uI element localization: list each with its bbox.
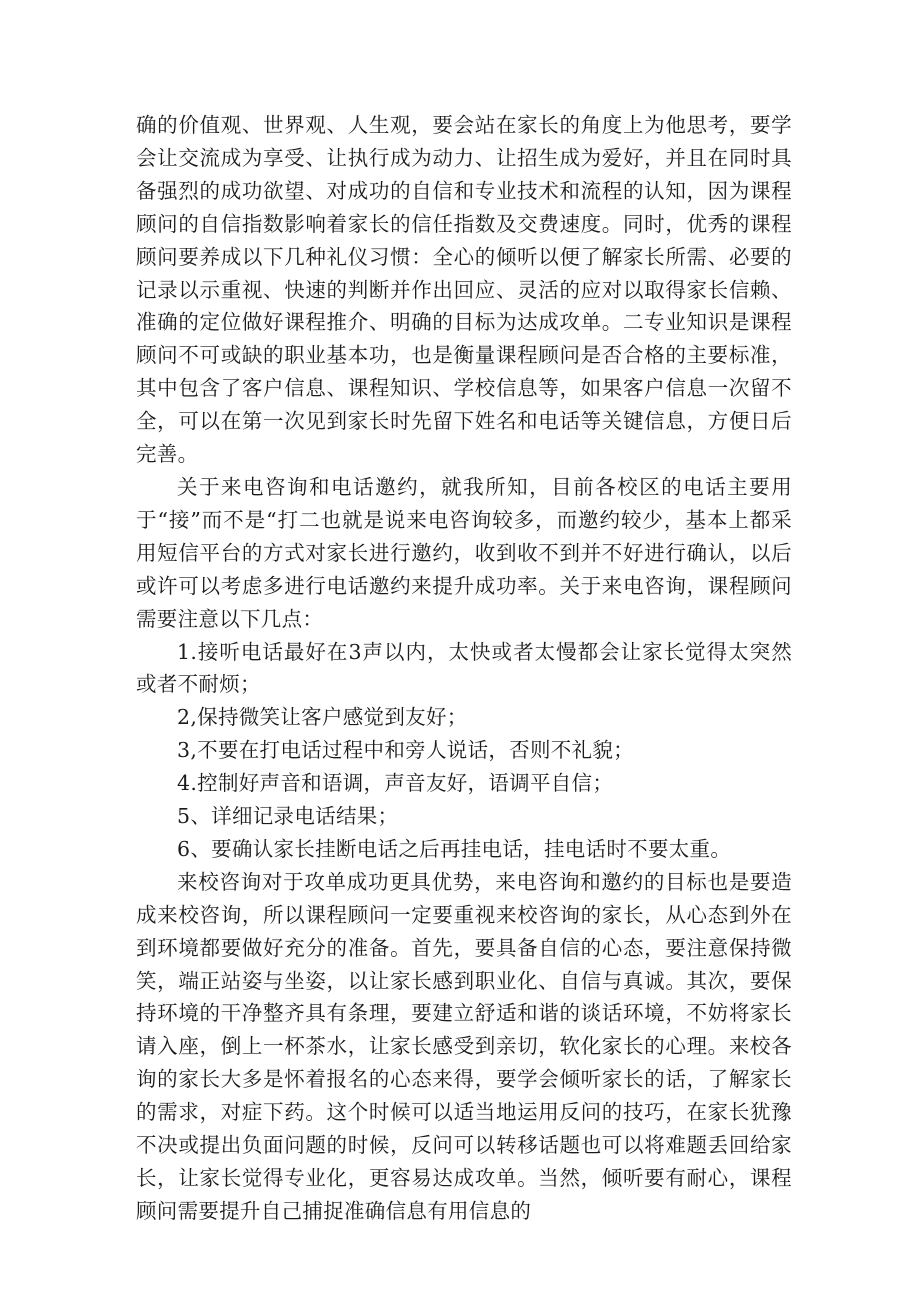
list-item-2: 2,保持微笑让客户感觉到友好； — [177, 705, 468, 730]
paragraph-2: 关于来电咨询和电话邀约，就我所知，目前各校区的电话主要用于“接”而不是“打二也就是说来电咨询较多，而邀约较少，基本上都采用短信平台的方式对家长进行邀约，收到收不到并不好进行确认，以后或许可以考虑多进行电话邀约来提升成功率。关于来电咨询，课程顾问需要注意以下几点： — [136, 474, 792, 631]
list-item-4: 4.控制好声音和语调，声音友好，语调平自信； — [177, 771, 614, 796]
document-body — [136, 109, 792, 1228]
list-item-6: 6、要确认家长挂断电话之后再挂电话，挂电话时不要太重。 — [177, 836, 732, 861]
paragraph-1: 确的价值观、世界观、人生观，要会站在家长的角度上为他思考，要学会让交流成为享受、让执行成为动力、让招生成为爱好，并且在同时具备强烈的成功欲望、对成功的自信和专业技术和流程的认知，因为课程顾问的自信指数影响着家长的信任指数及交费速度。同时，优秀的课程顾问要养成以下几种礼仪习惯：全心的倾听以便了解家长所需、必要的记录以示重视、快速的判断并作出回应、灵活的应对以取得家长信赖、准确的定位做好课程推介、明确的目标为达成攻单。二专业知识是课程顾问不可或缺的职业基本功，也是衡量课程顾问是否合格的主要标准，其中包含了客户信息、课程知识、学校信息等，如果客户信息一次留不全，可以在第一次见到家长时先留下姓名和电话等关键信息，方便日后完善。 — [136, 113, 792, 467]
list-item-3: 3,不要在打电话过程中和旁人说话，否则不礼貌； — [177, 738, 634, 763]
list-item-1: 1.接听电话最好在3声以内，太快或者太慢都会让家长觉得太突然或者不耐烦； — [136, 639, 792, 697]
paragraph-3: 来校咨询对于攻单成功更具优势，来电咨询和邀约的目标也是要造成来校咨询，所以课程顾问一定要重视来校咨询的家长，从心态到外在到环境都要做好充分的准备。首先，要具备自信的心态，要注意保持微笑，端正站姿与坐姿，以让家长感到职业化、自信与真诚。其次，要保持环境的干净整齐具有条理，要建立舒适和谐的谈话环境，不妨将家长请入座，倒上一杯茶水，让家长感受到亲切，软化家长的心理。来校各询的家长大多是怀着报名的心态来得，要学会倾听家长的话，了解家长的需求，对症下药。这个时候可以适当地运用反问的技巧，在家长犹豫不决或提出负面问题的时候，反问可以转移话题也可以将难题丢回给家长，让家长觉得专业化，更容易达成攻单。当然，倾听要有耐心，课程顾问需要提升自己捕捉准确信息有用信息的 — [136, 869, 792, 1223]
list-item-5: 5、详细记录电话结果； — [177, 804, 399, 829]
